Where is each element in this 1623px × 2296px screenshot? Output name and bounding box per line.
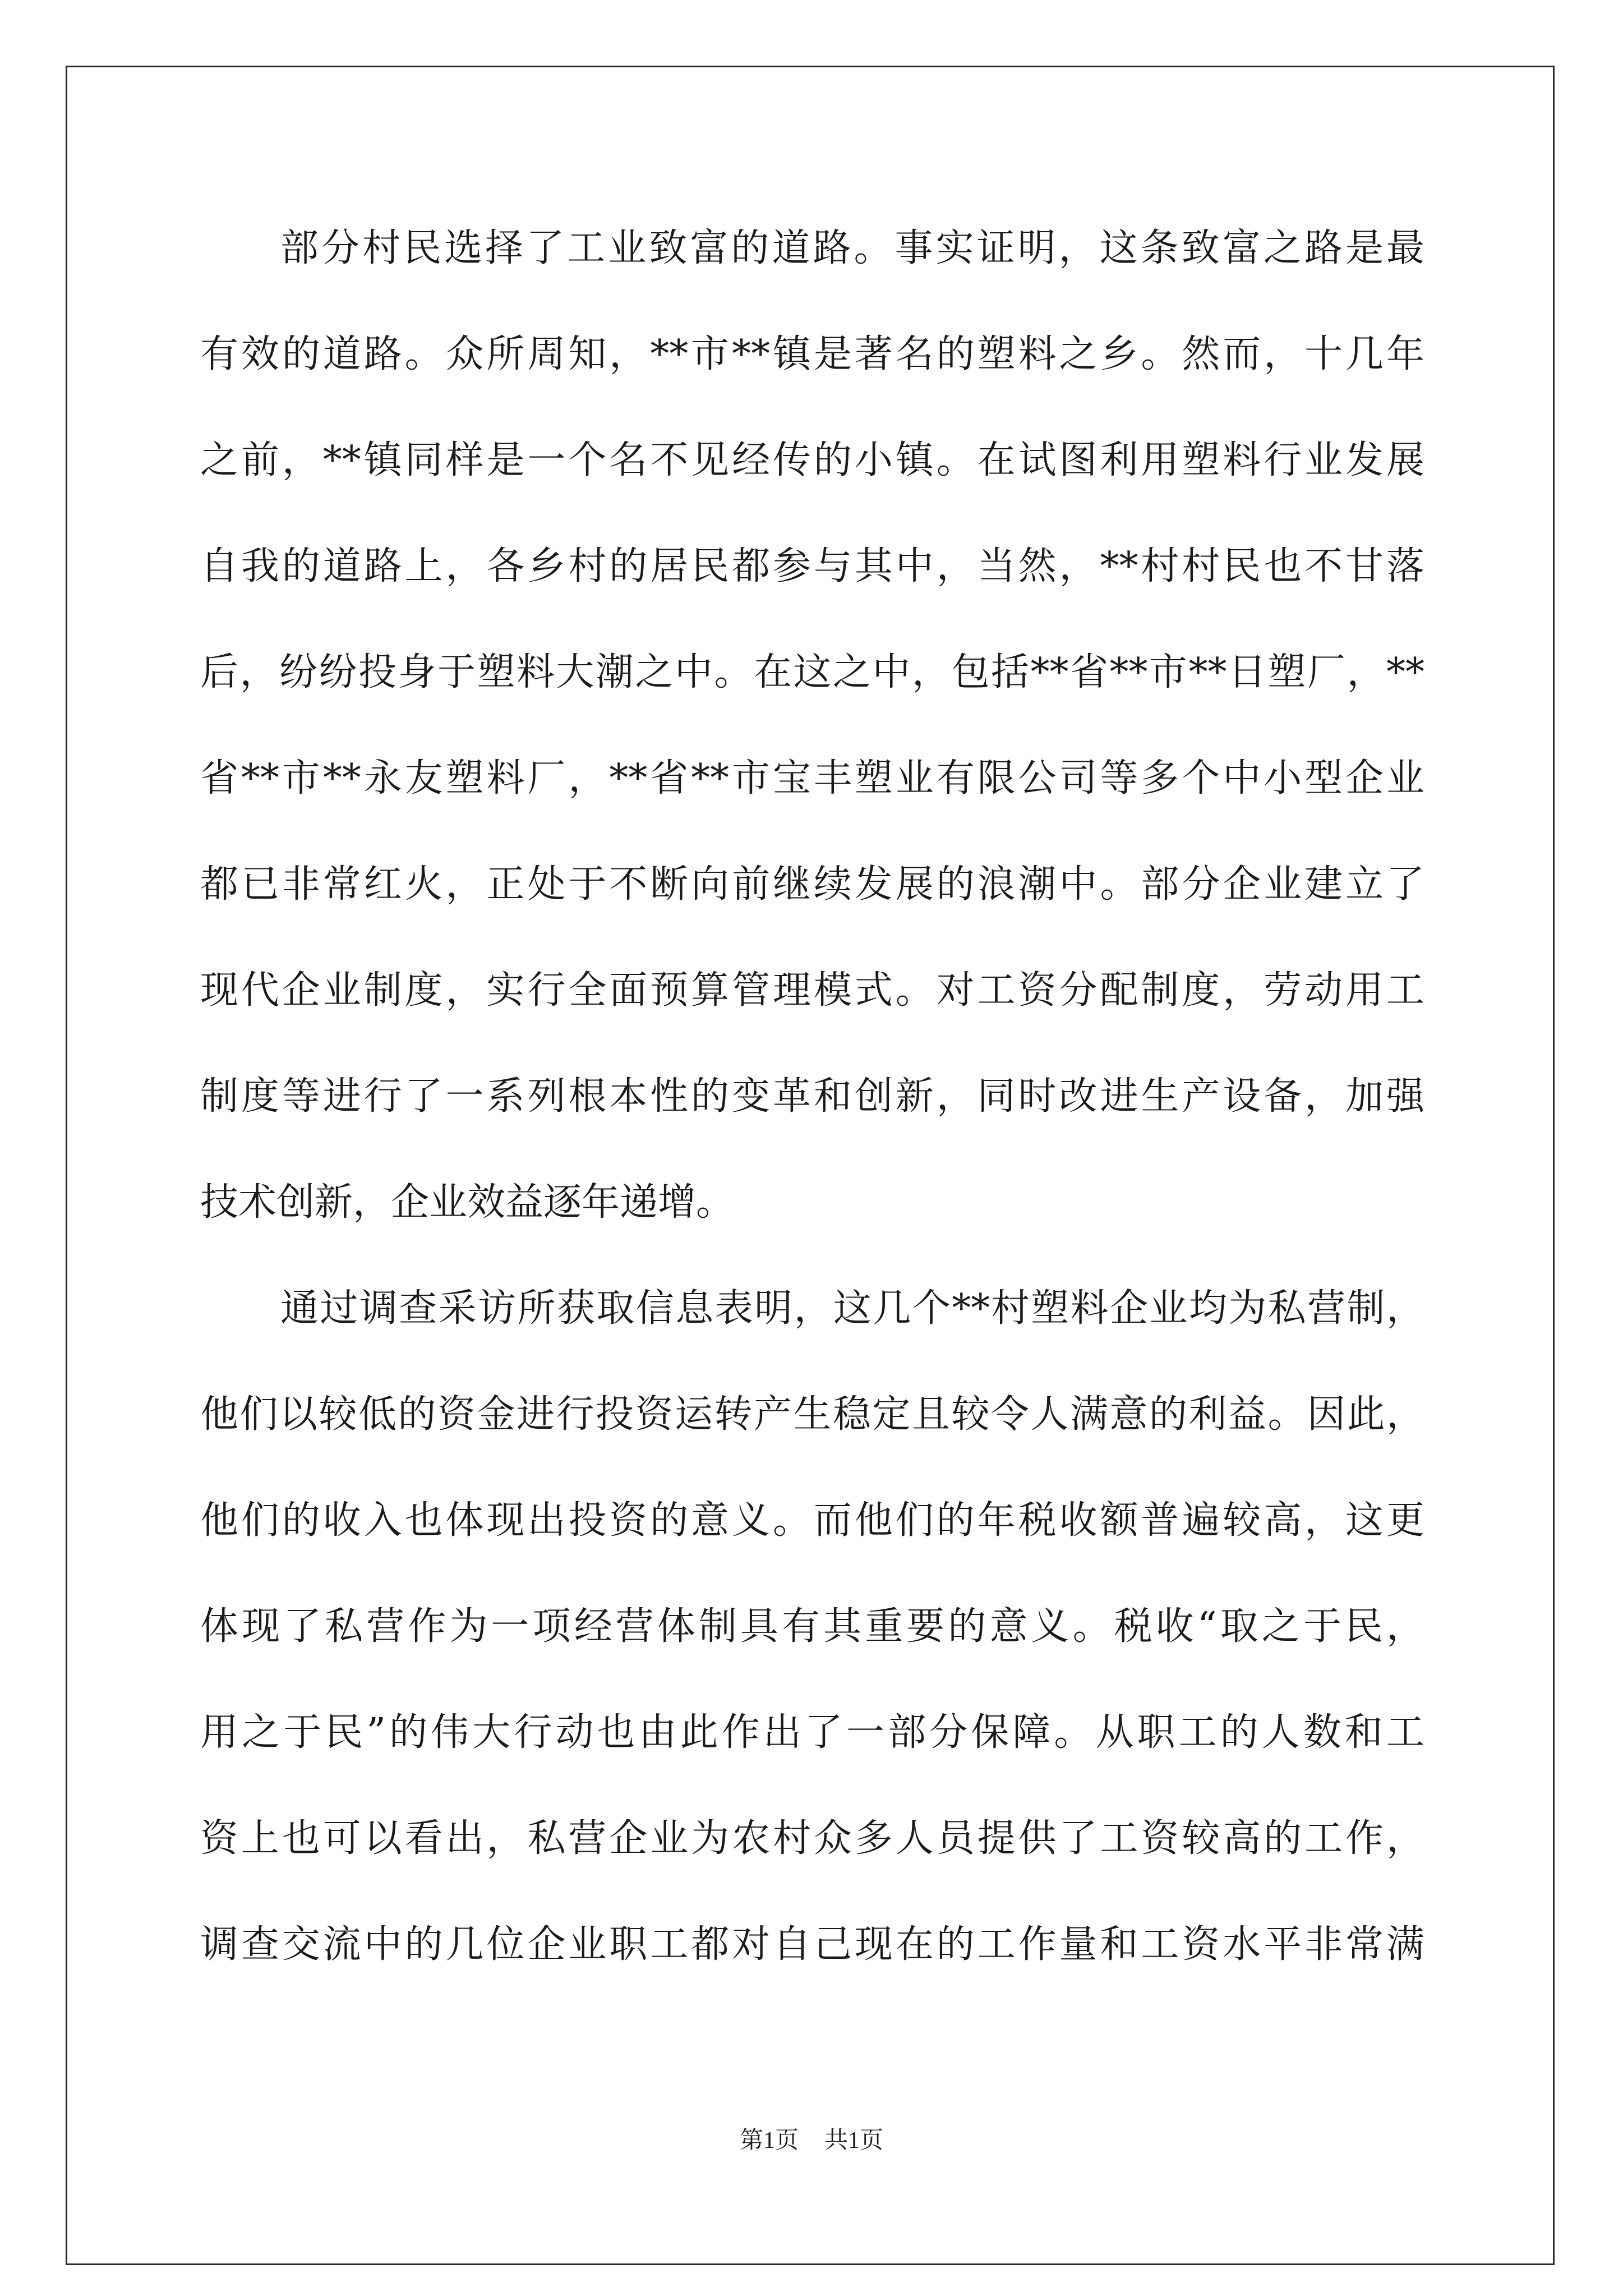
text-line: 后，纷纷投身于塑料大潮之中。在这之中，包括**省**市**日塑厂，** xyxy=(200,650,1424,694)
text-line: 省**市**永友塑料厂，**省**市宝丰塑业有限公司等多个中小型企业 xyxy=(200,756,1424,800)
text-line: 部分村民选择了工业致富的道路。事实证明，这条致富之路是最 xyxy=(280,226,1424,270)
text-line: 用之于民”的伟大行动也由此作出了一部分保障。从职工的人数和工 xyxy=(200,1710,1424,1755)
document-body xyxy=(200,195,1424,1998)
text-line: 技术创新，企业效益逐年递增。 xyxy=(200,1180,735,1225)
text-line: 调查交流中的几位企业职工都对自己现在的工作量和工资水平非常满 xyxy=(200,1922,1424,1967)
text-line: 有效的道路。众所周知，**市**镇是著名的塑料之乡。然而，十几年 xyxy=(200,332,1424,376)
text-line: 他们的收入也体现出投资的意义。而他们的年税收额普遍较高，这更 xyxy=(200,1498,1424,1543)
text-line: 现代企业制度，实行全面预算管理模式。对工资分配制度，劳动用工 xyxy=(200,968,1424,1013)
text-line: 制度等进行了一系列根本性的变革和创新，同时改进生产设备，加强 xyxy=(200,1074,1424,1119)
paragraph-2 xyxy=(200,1255,1424,1998)
text-line: 之前，**镇同样是一个名不见经传的小镇。在试图利用塑料行业发展 xyxy=(200,438,1424,482)
text-line: 都已非常红火，正处于不断向前继续发展的浪潮中。部分企业建立了 xyxy=(200,862,1424,907)
page-number: 第1页 xyxy=(739,2128,799,2154)
text-line: 体现了私营作为一项经营体制具有其重要的意义。税收“取之于民， xyxy=(200,1604,1424,1649)
page-total: 共1页 xyxy=(824,2128,884,2154)
text-line: 通过调查采访所获取信息表明，这几个**村塑料企业均为私营制， xyxy=(280,1286,1424,1331)
paragraph-1 xyxy=(200,195,1424,1255)
page-footer xyxy=(0,2124,1623,2157)
text-line: 资上也可以看出，私营企业为农村众多人员提供了工资较高的工作， xyxy=(200,1816,1424,1861)
text-line: 自我的道路上，各乡村的居民都参与其中，当然，**村村民也不甘落 xyxy=(200,544,1424,588)
text-line: 他们以较低的资金进行投资运转产生稳定且较令人满意的利益。因此， xyxy=(200,1392,1424,1437)
